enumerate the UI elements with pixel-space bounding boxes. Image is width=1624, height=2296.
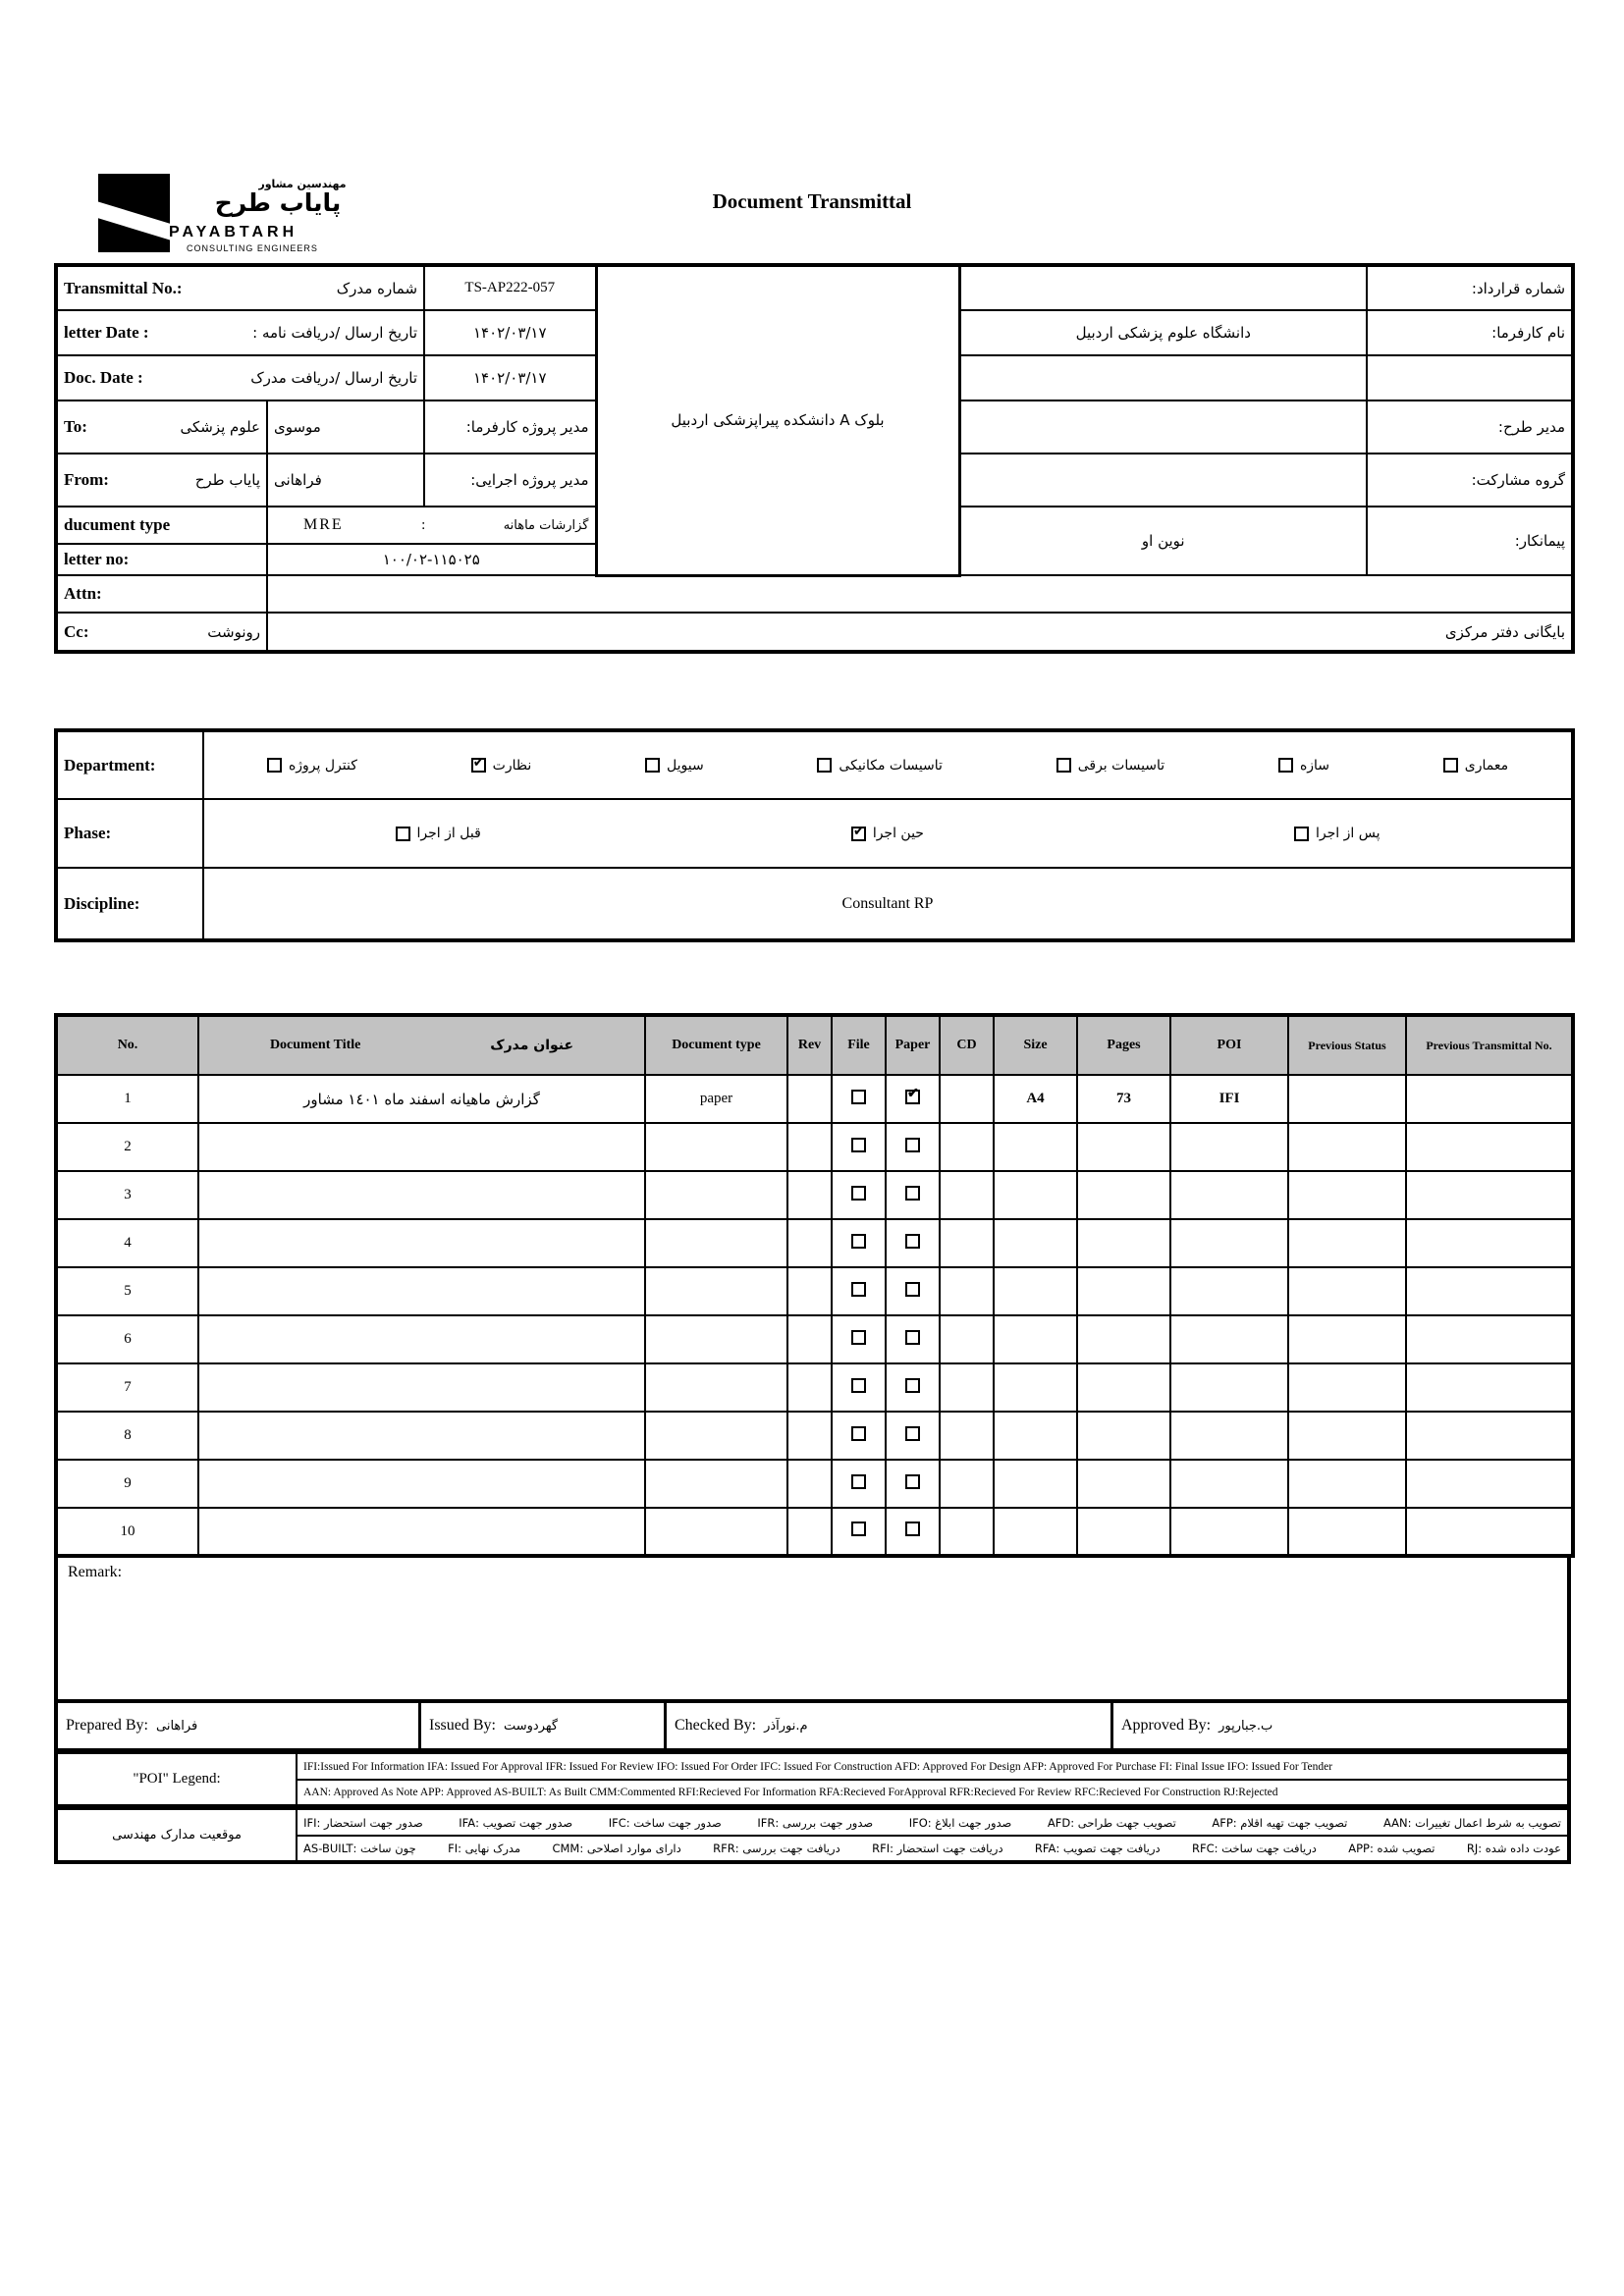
checkbox-icon[interactable] [267, 758, 282, 773]
poi-legend-line2: AAN: Approved As Note APP: Approved AS-BUILT: As Built CMM:Commented RFI:Recieved For Information RFA:Recieved ForApproval RFR:Recieved For Review RFC:Recieved For Construction RJ:Rejected [297, 1780, 1569, 1806]
dept-option-mekaniki[interactable]: تاسیسات مکانیکی [817, 758, 943, 774]
doc-date-label: Doc. Date : تاریخ ارسال /دریافت مدرک [56, 355, 424, 400]
contract-no-value [959, 265, 1367, 310]
checked-by-cell: Checked By: م.نورآذر [667, 1703, 1113, 1748]
doc-date-value: ۱۴۰۲/۰۳/۱۷ [424, 355, 596, 400]
brand-subtitle: CONSULTING ENGINEERS [187, 243, 318, 253]
file-checkbox-icon[interactable] [851, 1090, 866, 1104]
col-no: No. [56, 1015, 198, 1075]
dept-option-memari[interactable]: معماری [1443, 758, 1508, 774]
department-options [203, 730, 1573, 799]
from-person: فراهانی [267, 454, 424, 507]
jv-group-value [959, 454, 1367, 507]
transmittal-no-value: TS-AP222-057 [424, 265, 596, 310]
checkbox-icon[interactable] [396, 827, 410, 841]
paper-checkbox-icon[interactable] [905, 1474, 920, 1489]
design-manager-label: مدیر طرح: [1367, 400, 1573, 454]
to-person: موسوی [267, 400, 424, 454]
table-row: 7 [56, 1363, 1573, 1412]
col-poi: POI [1170, 1015, 1288, 1075]
cc-label: Cc: رونوشت [56, 613, 267, 652]
doc-type-value: MRE : گزارشات ماهانه [267, 507, 596, 544]
file-checkbox-icon[interactable] [851, 1522, 866, 1536]
attn-value [267, 575, 1573, 613]
department-label: Department: [56, 730, 203, 799]
paper-checkbox-icon[interactable] [905, 1090, 920, 1104]
prepared-by-cell: Prepared By: فراهانی [58, 1703, 421, 1748]
checkbox-icon[interactable] [645, 758, 660, 773]
letter-date-value: ۱۴۰۲/۰۳/۱۷ [424, 310, 596, 355]
dept-option-civil[interactable]: سیویل [645, 758, 704, 774]
contractor-label: پیمانکار: [1367, 507, 1573, 575]
phase-label: Phase: [56, 799, 203, 868]
paper-checkbox-icon[interactable] [905, 1378, 920, 1393]
fa-legend-line1: تصویب به شرط اعمال تغییرات :AAN تصویب جهت تهیه اقلام :AFP تصویب جهت طراحی :AFD صدور جهت ابلاغ :IFO صدور جهت بررسی :IFR صدور جهت ساخت :IFC صدور جهت تصویب :IFA صدور جهت استحضار :IFI [297, 1809, 1569, 1836]
dept-option-control[interactable]: کنترل پروژه [267, 758, 357, 774]
dept-option-sazeh[interactable]: سازه [1278, 758, 1329, 774]
col-size: Size [994, 1015, 1077, 1075]
discipline-label: Discipline: [56, 868, 203, 940]
documents-table [54, 1013, 1575, 1558]
header-table [54, 263, 1575, 654]
empty-right-value [959, 355, 1367, 400]
paper-checkbox-icon[interactable] [905, 1234, 920, 1249]
col-cd: CD [940, 1015, 994, 1075]
file-checkbox-icon[interactable] [851, 1330, 866, 1345]
file-checkbox-icon[interactable] [851, 1378, 866, 1393]
approved-by-cell: Approved By: ب.جبارپور [1121, 1717, 1273, 1734]
client-pm-label: مدیر پروژه کارفرما: [424, 400, 596, 454]
file-checkbox-icon[interactable] [851, 1138, 866, 1152]
contract-no-label: شماره قرارداد: [1367, 265, 1573, 310]
documents-block [54, 1013, 1571, 1864]
poi-legend-line1: IFI:Issued For Information IFA: Issued For Approval IFR: Issued For Review IFO: Issued For Order IFC: Issued For Construction AFD: Approved For Design AFP: Approved For Purchase FI: Final Issue IFO: Issued For Tender [297, 1753, 1569, 1780]
col-prev-status: Previous Status [1288, 1015, 1406, 1075]
file-checkbox-icon[interactable] [851, 1474, 866, 1489]
client-name-label: نام کارفرما: [1367, 310, 1573, 355]
col-pages: Pages [1077, 1015, 1170, 1075]
phase-option-pre[interactable]: قبل از اجرا [396, 826, 481, 841]
col-prev-transmittal: Previous Transmittal No. [1406, 1015, 1573, 1075]
table-row: 2 [56, 1123, 1573, 1171]
checkbox-icon[interactable] [817, 758, 832, 773]
jv-group-label: گروه مشارکت: [1367, 454, 1573, 507]
fa-legend-line2: عودت داده شده :RJ تصویب شده :APP دریافت جهت ساخت :RFC دریافت جهت تصویب :RFA دریافت جهت استحضار :RFI دریافت جهت بررسی :RFR دارای موارد اصلاحی :CMM مدرک نهایی :FI چون ساخت :AS-BUILT [297, 1836, 1569, 1862]
letter-date-label: letter Date : تاریخ ارسال /دریافت نامه : [56, 310, 424, 355]
poi-legend [54, 1752, 1571, 1808]
cc-value: بایگانی دفتر مرکزی [267, 613, 1573, 652]
fa-legend [54, 1808, 1571, 1864]
transmittal-no-label: Transmittal No.: شماره مدرک [56, 265, 424, 310]
paper-checkbox-icon[interactable] [905, 1138, 920, 1152]
fa-legend-label: موقعیت مدارک مهندسی [56, 1809, 297, 1862]
brand-fa: پایاب طرح [214, 188, 342, 217]
documents-table-header [56, 1015, 1573, 1075]
empty-right-label [1367, 355, 1573, 400]
checkbox-icon[interactable] [1443, 758, 1458, 773]
table-row: 10 [56, 1508, 1573, 1556]
paper-checkbox-icon[interactable] [905, 1186, 920, 1201]
col-file: File [832, 1015, 886, 1075]
issued-by-cell: Issued By: گهردوست [421, 1703, 667, 1748]
checkbox-icon[interactable] [851, 827, 866, 841]
checkbox-icon[interactable] [1294, 827, 1309, 841]
file-checkbox-icon[interactable] [851, 1282, 866, 1297]
table-row: 8 [56, 1412, 1573, 1460]
col-doc-type: Document type [645, 1015, 787, 1075]
page-title: Document Transmittal [712, 189, 912, 213]
table-row: 3 [56, 1171, 1573, 1219]
paper-checkbox-icon[interactable] [905, 1426, 920, 1441]
remark-box[interactable] [54, 1558, 1571, 1703]
checkbox-icon[interactable] [471, 758, 486, 773]
phase-option-during[interactable]: ✔ حین اجرا [851, 826, 924, 841]
table-row: 6 [56, 1315, 1573, 1363]
checkbox-icon[interactable] [1278, 758, 1293, 773]
paper-checkbox-icon[interactable] [905, 1522, 920, 1536]
letter-no-value: ۱۰۰/۰۲-۱۱۵۰۲۵ [267, 544, 596, 575]
client-name-value: دانشگاه علوم پزشکی اردبیل [959, 310, 1367, 355]
file-checkbox-icon[interactable] [851, 1426, 866, 1441]
checkbox-icon[interactable] [1056, 758, 1071, 773]
paper-checkbox-icon[interactable] [905, 1330, 920, 1345]
from-cell: From: پایاب طرح [56, 454, 267, 507]
discipline-value: Consultant RP [203, 868, 1573, 940]
paper-checkbox-icon[interactable] [905, 1282, 920, 1297]
signatures-row [54, 1703, 1571, 1752]
phase-options [203, 799, 1573, 868]
doc-type-label: ducument type [56, 507, 267, 544]
design-manager-value [959, 400, 1367, 454]
dept-option-barghi[interactable]: تاسیسات برقی [1056, 758, 1164, 774]
contractor-value: نوین او [959, 507, 1367, 575]
table-row: 1 گزارش ماهیانه اسفند ماه ١٤٠١ مشاور paper ✔ A4 73 IFI [56, 1075, 1573, 1123]
letter-no-label: letter no: [56, 544, 267, 575]
document-title: گزارش ماهیانه اسفند ماه ١٤٠١ مشاور [198, 1075, 645, 1123]
brand-en: PAYABTARH [169, 224, 298, 240]
to-cell: To: علوم پزشکی [56, 400, 267, 454]
classification-table [54, 728, 1575, 942]
table-row: 9 [56, 1460, 1573, 1508]
attn-label: Attn: [56, 575, 267, 613]
phase-option-post[interactable]: پس از اجرا [1294, 826, 1380, 841]
col-rev: Rev [787, 1015, 832, 1075]
project-name: بلوک A دانشکده پیراپزشکی اردبیل [596, 265, 959, 575]
col-paper: Paper [886, 1015, 940, 1075]
brand-fa-small: مهندسین مشاور [258, 178, 347, 190]
exec-pm-label: مدیر پروژه اجرایی: [424, 454, 596, 507]
table-row: 4 [56, 1219, 1573, 1267]
remark-label: Remark: [68, 1564, 123, 1580]
file-checkbox-icon[interactable] [851, 1234, 866, 1249]
poi-legend-label: "POI" Legend: [56, 1753, 297, 1806]
dept-option-nezarat[interactable]: ✔ نظارت [471, 758, 532, 774]
file-checkbox-icon[interactable] [851, 1186, 866, 1201]
table-row: 5 [56, 1267, 1573, 1315]
col-title: Document Title عنوان مدرک [198, 1015, 645, 1075]
